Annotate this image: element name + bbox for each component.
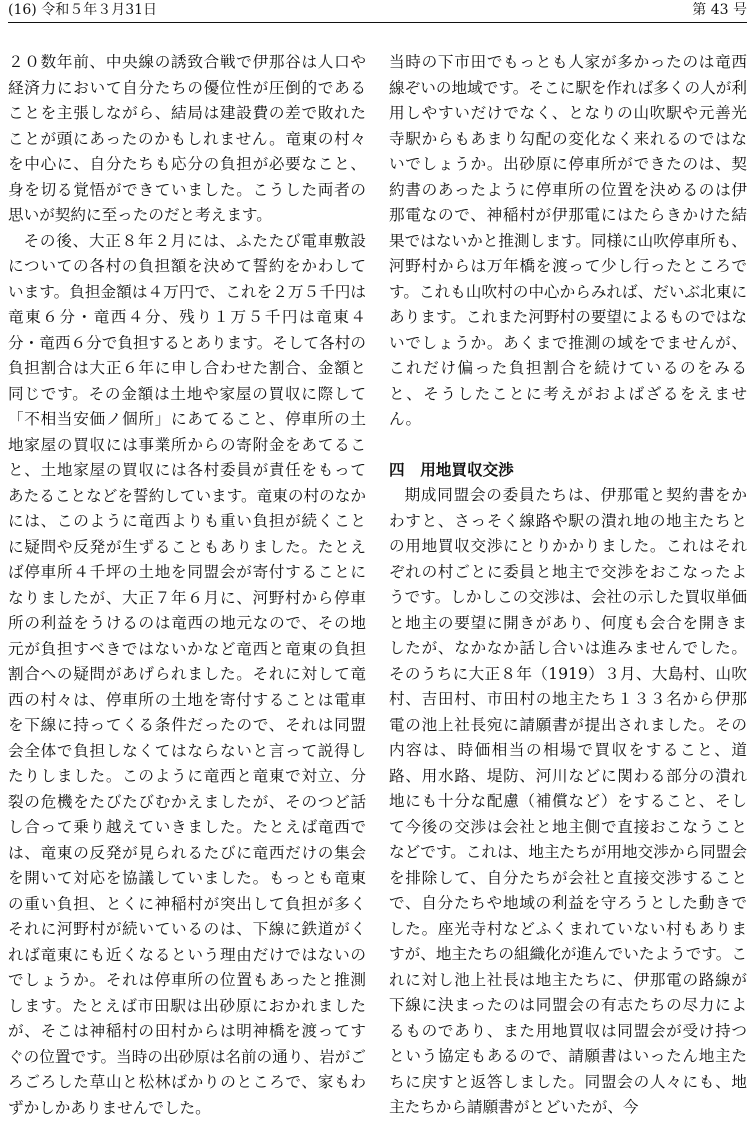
issue-number: 第 43 号 [692,0,747,20]
paragraph: 期成同盟会の委員たちは、伊那電と契約書をかわすと、さっそく線路や駅の潰れ地の地主たちとの用地買収交渉にとりかかりました。これはそれぞれの村ごとに委員と地主で交渉をおこなったようです。しかしこの交渉は、会社の示した買収単価と地主の要望に開きがあり、何度も会合を開きましたが、なかなか話し合いは進みませんでした。そのうちに大正８年（1919）３月、大島村、山吹村、吉田村、市田村の地主たち１３３名から伊那電の池上社長宛に請願書が提出されました。その内容は、時価相当の相場で買収をすること、道路、用水路、堤防、河川などに関わる部分の潰れ地にも十分な配慮（補償など）をすること、そして今後の交渉は会社と地主側で直接おこなうことなどです。これは、地主たちが用地交渉から同盟会を排除して、自分たちが会社と直接交渉することで、自分たちや地域の利益を守ろうとした動きでした。座光寺村などふくまれていない村もありますが、地主たちの組織化が進んでいたようです。これに対し池上社長は地主たちに、伊那電の路線が下線に決まったのは同盟会の有志たちの尽力によるものであり、また用地買収は同盟会が受け持つという協定もあるので、請願書はいったん地主たちに戻すと返答しました。同盟会の人々にも、地主たちから請願書がとどいたが、今 [389,483,747,1121]
right-column [389,50,747,1022]
paragraph: ２０数年前、中央線の誘致合戦で伊那谷は人口や経済力において自分たちの優位性が圧倒的であることを主張しながら、結局は建設費の差で敗れたことが頭にあったのかもしれません。竜東の村々を中心に、自分たちも応分の負担が必要なこと、身を切る覚悟ができていました。こうした両者の思いが契約に至ったのだと考えます。 [8,50,366,229]
paragraph: 当時の下市田でもっとも人家が多かったのは竜西線ぞいの地域です。そこに駅を作れば多くの人が利用しやすいだけでなく、となりの山吹駅や元善光寺駅からもあまり勾配の変化なく来れるのではないでしょうか。出砂原に停車所ができたのは、契約書のあったように停車所の位置を決めるのは伊那電なので、神稲村が伊那電にはたらきかけた結果ではないかと推測します。同様に山吹停車所も、河野村からは万年橋を渡って少し行ったところです。これも山吹村の中心からみれば、だいぶ北東にあります。これまた河野村の要望によるものではないでしょうか。あくまで推測の域をでませんが、これだけ偏った負担割合を続けているのをみると、そうしたことに考えがおよばざるをえません。 [389,50,747,433]
paragraph: その後、大正８年２月には、ふたたび電車敷設についての各村の負担額を決めて誓約をかわしています。負担金額は４万円で、これを２万５千円は竜東６分・竜西４分、残り１万５千円は竜東４分・竜西６分で負担するとあります。そして各村の負担割合は大正６年に申し合わせた割合、金額と同じです。その金額は土地や家屋の買収に際して「不相当安価ノ個所」にあてること、停車所の土地家屋の買収には事業所からの寄附金をあてること、土地家屋の買収には各村委員が責任をもってあたることなどを誓約しています。竜東の村のなかには、このように竜西よりも重い負担が続くことに疑問や反発が生ずることもありました。たとえば停車所４千坪の土地を同盟会が寄付することになりましたが、大正７年６月に、河野村から停車所の利益をうけるのは竜西の地元なので、その地元が負担すべきではないかなど竜西と竜東の負担割合への疑問があげられました。それに対して竜西の村々は、停車所の土地を寄付することは電車を下線に持ってくる条件だったので、それは同盟会全体で負担しなくてはならないと言って説得したりしました。このように竜西と竜東で対立、分裂の危機をたびたびむかえましたが、そのつど話し合って乗り越えていきました。たとえば竜西では、竜東の反発が見られるたびに竜西だけの集会を開いて対応を協議していました。もっとも竜東の重い負担、とくに神稲村が突出して負担が多くそれに河野村が続いているのは、下線に鉄道がくれば竜東にも近くなるという理由だけではないのでしょうか。それは停車所の位置もあったと推測します。たとえば市田駅は出砂原におかれましたが、そこは神稲村の田村からは明神橋を渡ってすぐの位置です。当時の出砂原は名前の通り、岩がごろごろした草山と松林ばかりのところで、家もわずかしかありませんでした。 [8,229,366,1121]
left-column [8,50,366,1022]
page-header [8,0,747,23]
issue-date: (16) 令和５年３月31日 [8,0,157,20]
section-heading: 四 用地買収交渉 [389,458,747,484]
